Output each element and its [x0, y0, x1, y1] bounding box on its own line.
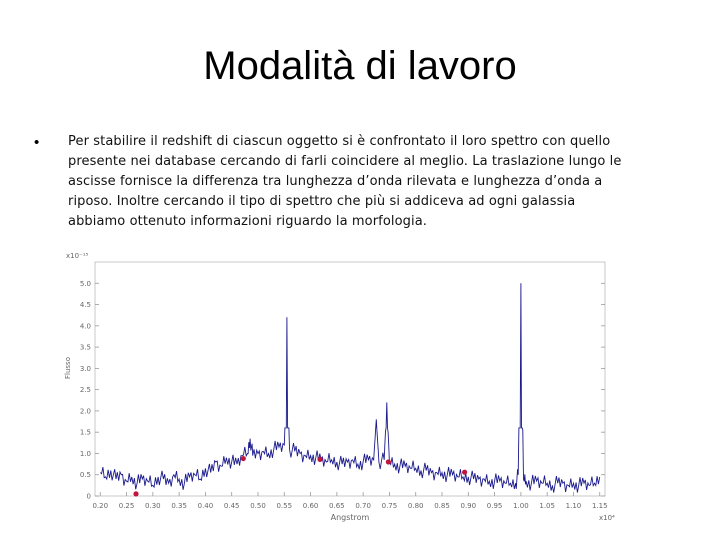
y-axis-label: Flusso — [64, 357, 72, 379]
x-tick-label: 0.55 — [276, 502, 293, 510]
x-tick-label: 0.45 — [223, 502, 240, 510]
y-tick-label: 3.5 — [79, 343, 91, 352]
x-tick-label: 0.30 — [145, 502, 161, 510]
x-tick-label: 1.00 — [513, 502, 529, 510]
bullet-marker: • — [34, 134, 40, 151]
x-tick-label: 0.65 — [329, 502, 345, 510]
x-tick-label: 0.40 — [197, 502, 214, 510]
template-marker-point — [386, 459, 391, 464]
y-tick-label: 4.5 — [79, 301, 91, 310]
x-tick-label: 1.10 — [565, 502, 582, 510]
x-multiplier-label: x10⁴ — [599, 514, 615, 522]
x-tick-label: 0.35 — [171, 502, 187, 510]
y-tick-label: 0 — [86, 492, 91, 501]
y-multiplier-label: x10⁻¹⁵ — [66, 252, 89, 260]
x-tick-label: 0.70 — [355, 502, 371, 510]
y-tick-label: 1.5 — [79, 428, 91, 437]
x-tick-label: 0.90 — [460, 502, 477, 510]
y-tick-label: 0.5 — [79, 471, 91, 480]
y-tick-label: 4.0 — [79, 322, 91, 331]
chart-labels — [64, 252, 615, 522]
chart-axes — [95, 262, 605, 496]
x-tick-label: 0.75 — [381, 502, 398, 510]
y-tick-label: 1.0 — [79, 449, 91, 458]
y-tick-label: 2.0 — [79, 407, 91, 416]
x-tick-label: 1.05 — [539, 502, 555, 510]
chart-markers — [133, 456, 467, 497]
x-tick-label: 1.15 — [591, 502, 608, 510]
x-tick-label: 0.85 — [434, 502, 450, 510]
x-tick-label: 0.25 — [118, 502, 135, 510]
plot-frame — [95, 262, 605, 496]
template-marker-point — [133, 491, 138, 496]
x-axis-label: Angstrom — [330, 513, 370, 522]
spectrum-chart-svg — [58, 248, 628, 528]
template-marker-point — [241, 456, 246, 461]
x-tick-label: 0.20 — [92, 502, 109, 510]
x-tick-label: 0.80 — [407, 502, 424, 510]
bullet-paragraph: Per stabilire il redshift di ciascun oggetto si è confrontato il loro spettro con quello presente nei database cercando di farli coincidere al meglio. La traslazione lungo le ascisse fornisce la differenza tra lunghezza d’onda rilevata e lunghezza d’onda a riposo. Inoltre cercando il tipo di spettro che più si addiceva ad ogni galassia abbiamo ottenuto informazioni riguardo la morfologia. — [68, 134, 622, 229]
y-tick-label: 5.0 — [79, 279, 91, 288]
x-tick-label: 0.50 — [250, 502, 266, 510]
y-tick-label: 2.5 — [79, 386, 91, 395]
template-marker-point — [317, 457, 322, 462]
chart-series — [100, 283, 599, 492]
spectrum-chart — [58, 248, 628, 528]
spectrum-series-line — [100, 283, 599, 492]
slide-title: Modalità di lavoro — [203, 44, 517, 88]
template-marker-point — [462, 470, 467, 475]
x-tick-label: 0.60 — [302, 502, 319, 510]
x-tick-label: 0.95 — [486, 502, 503, 510]
y-tick-label: 3.0 — [79, 364, 91, 373]
